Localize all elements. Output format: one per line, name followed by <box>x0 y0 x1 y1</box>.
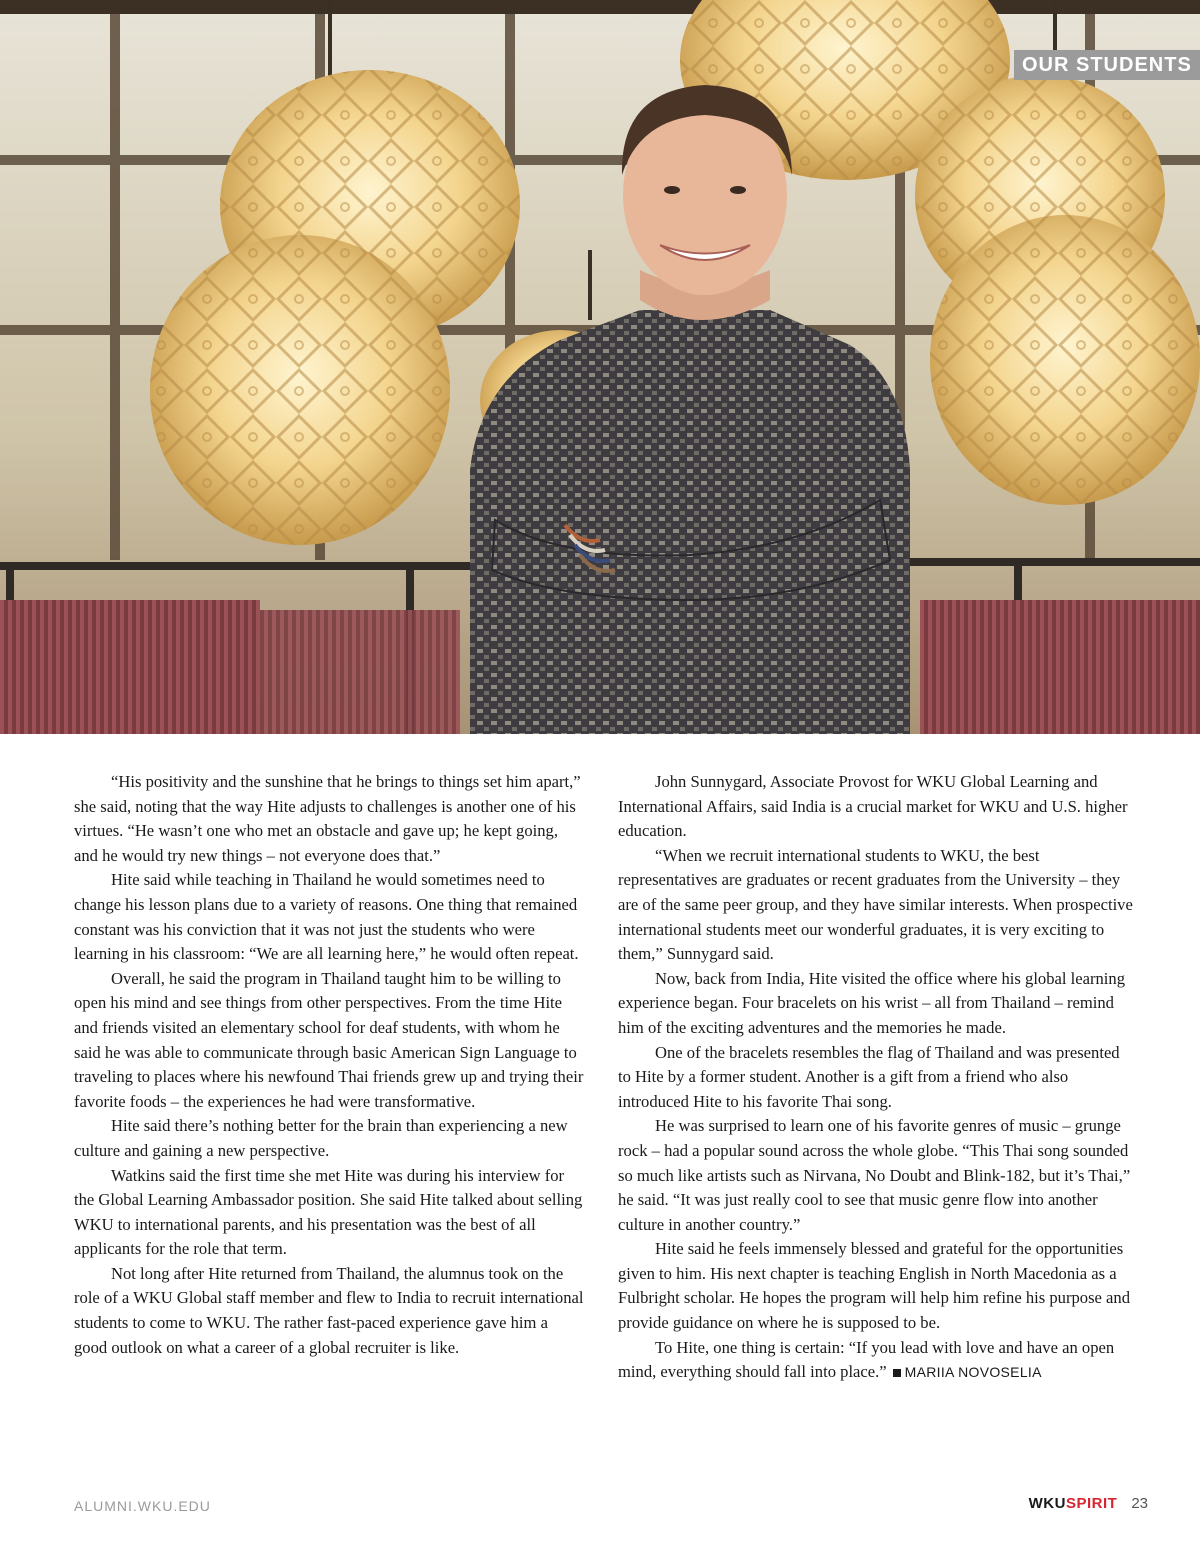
page-number: 23 <box>1131 1495 1148 1512</box>
paragraph: “When we recruit international students to WKU, the best representatives are graduates or recent graduates from the University – they are of the same peer group, and they have similar interests. When prospective international students meet our wonderful graduates, it is very exciting to them,” Sunnygard said. <box>618 845 1133 964</box>
footer-brand <box>1029 1495 1148 1512</box>
closing-text: To Hite, one thing is certain: “If you lead with love and have an open mind, everything should fall into place.” <box>618 1337 1115 1382</box>
paragraph: John Sunnygard, Associate Provost for WKU Global Learning and International Affairs, said India is a crucial market for WKU and U.S. higher education. <box>618 772 1128 841</box>
paragraph: Hite said while teaching in Thailand he would sometimes need to change his lesson plans due to a variety of reasons. One thing that remained constant was his conviction that it was not just the students who were learning in his classroom: “We are all learning here,” he would often repeat. <box>74 870 579 964</box>
paragraph: One of the bracelets resembles the flag of Thailand and was presented to Hite by a former student. Another is a gift from a friend who also introduced Hite to his favorite Thai song. <box>618 1042 1120 1111</box>
article-column-right <box>618 770 1134 1385</box>
paragraph: He was surprised to learn one of his favorite genres of music – grunge rock – had a popular sound across the whole globe. “This Thai song sounded so much like artists such as Nirvana, No Doubt and Blink-182, but it’s Thai,” he said. “It was just really cool to see that music genre flow into another culture in another country.” <box>618 1116 1131 1234</box>
lamp-right <box>930 215 1200 505</box>
lamp-left <box>150 235 450 545</box>
paragraph: Now, back from India, Hite visited the office where his global learning experience began. Four bracelets on his wrist – all from Thailand – remind him of the exciting adventures and the memories he made. <box>618 968 1126 1037</box>
footer-url: ALUMNI.WKU.EDU <box>74 1498 211 1514</box>
brand-wku: WKU <box>1028 1495 1066 1512</box>
section-tag: OUR STUDENTS <box>1014 50 1200 80</box>
paragraph: Hite said there’s nothing better for the brain than experiencing a new culture and gaining a new perspective. <box>74 1116 568 1160</box>
brand-spirit: SPIRIT <box>1065 1495 1118 1512</box>
article-column-left <box>74 770 584 1360</box>
byline: MARIIA NOVOSELIA <box>904 1364 1042 1381</box>
paragraph: Overall, he said the program in Thailand taught him to be willing to open his mind and see things from other perspectives. From the time Hite and friends visited an elementary school for deaf students, with whom he said he was able to communicate through basic American Sign Language to traveling to places where his newfound Thai friends grew up and trying their favorite foods – the experiences he had were transformative. <box>74 968 584 1111</box>
paragraph: Not long after Hite returned from Thailand, the alumnus took on the role of a WKU Global staff member and flew to India to recruit international students to come to WKU. The rather fast-paced experience gave him a good outlook on what a career of a global recruiter is like. <box>74 1263 584 1357</box>
paragraph: Hite said he feels immensely blessed and grateful for the opportunities given to him. His next chapter is teaching English in North Macedonia as a Fulbright scholar. He hopes the program will help him refine his purpose and provide guidance on where he is supposed to be. <box>618 1239 1130 1333</box>
end-mark-icon <box>893 1369 901 1377</box>
paragraph: Watkins said the first time she met Hite was during his interview for the Global Learning Ambassador position. She said Hite talked about selling WKU to international parents, and his presentation was the best of all applicants for the role that term. <box>74 1165 583 1259</box>
closing-paragraph <box>618 1336 1134 1385</box>
photo-illustration <box>0 0 1200 734</box>
feature-photo <box>0 0 1200 734</box>
paragraph: “His positivity and the sunshine that he brings to things set him apart,” she said, noting that the way Hite adjusts to challenges is another one of his virtues. “He wasn’t one who met an obstacle and gave up; he kept going, and he would try new things – not everyone does that.” <box>74 772 581 865</box>
